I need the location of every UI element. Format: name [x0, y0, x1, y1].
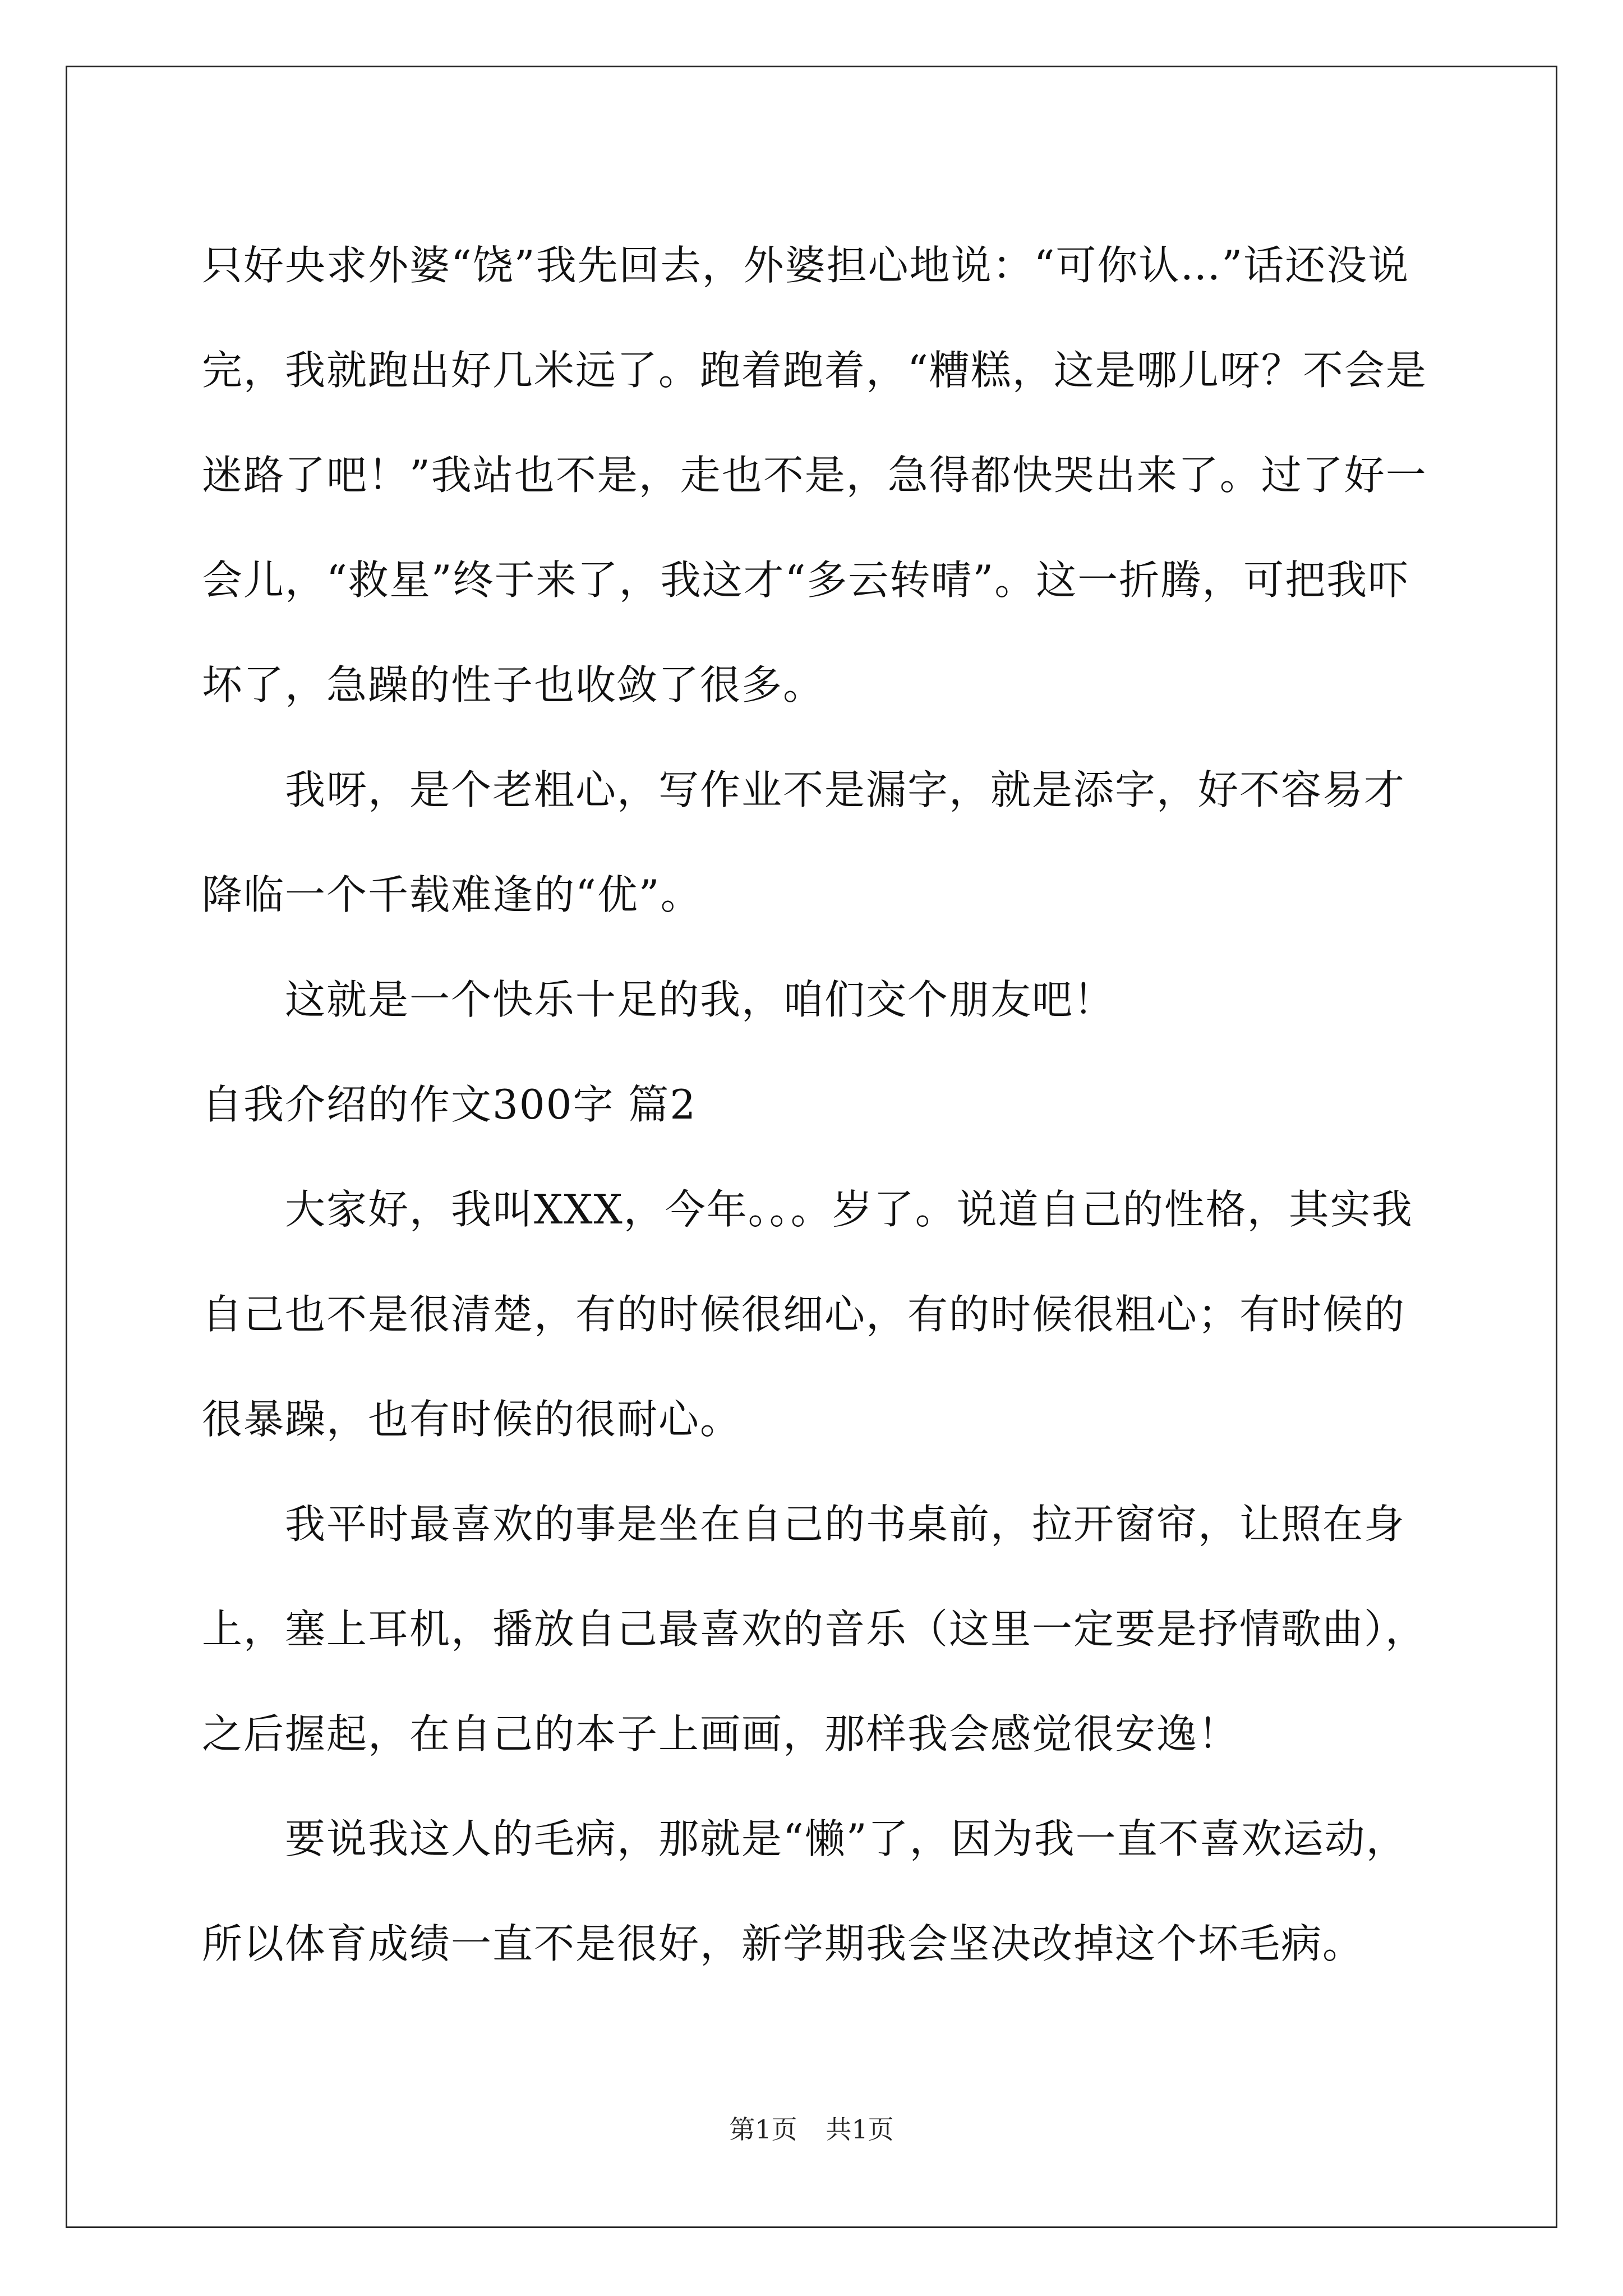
paragraph: 大家好，我叫XXX，今年。。。岁了。说道自己的性格，其实我自己也不是很清楚，有的时候很细心，有的时候很粗心；有时候的很暴躁，也有时候的很耐心。	[202, 1186, 1413, 1443]
section-heading: 自我介绍的作文300字 篇2	[202, 1081, 697, 1128]
paragraph-continued: 只好央求外婆“饶”我先回去，外婆担心地说：“可你认…”话还没说完，我就跑出好几米远了。跑着跑着，“糟糕，这是哪儿呀？不会是迷路了吧！”我站也不是，走也不是，急得都快哭出来了。过了好一会儿，“救星”终于来了，我这才“多云转晴”。这一折腾，可把我吓坏了，急躁的性子也收敛了很多。	[202, 242, 1427, 708]
paragraph: 我平时最喜欢的事是坐在自己的书桌前，拉开窗帘，让照在身上，塞上耳机，播放自己最喜欢的音乐（这里一定要是抒情歌曲），之后握起，在自己的本子上画画，那样我会感觉很安逸！	[202, 1501, 1427, 1757]
page-number-current: 第1页	[729, 2114, 797, 2145]
paragraph: 要说我这人的毛病，那就是“懒”了，因为我一直不喜欢运动，所以体育成绩一直不是很好，新学期我会坚决改掉这个坏毛病。	[202, 1815, 1408, 1967]
page-number-total: 共1页	[826, 2114, 894, 2145]
page-footer	[0, 2109, 1623, 2146]
document-body	[202, 213, 1436, 1996]
paragraph: 我呀，是个老粗心，写作业不是漏字，就是添字，好不容易才降临一个千载难逢的“优”。	[202, 766, 1406, 918]
paragraph: 这就是一个快乐十足的我，咱们交个朋友吧！	[285, 976, 1115, 1023]
